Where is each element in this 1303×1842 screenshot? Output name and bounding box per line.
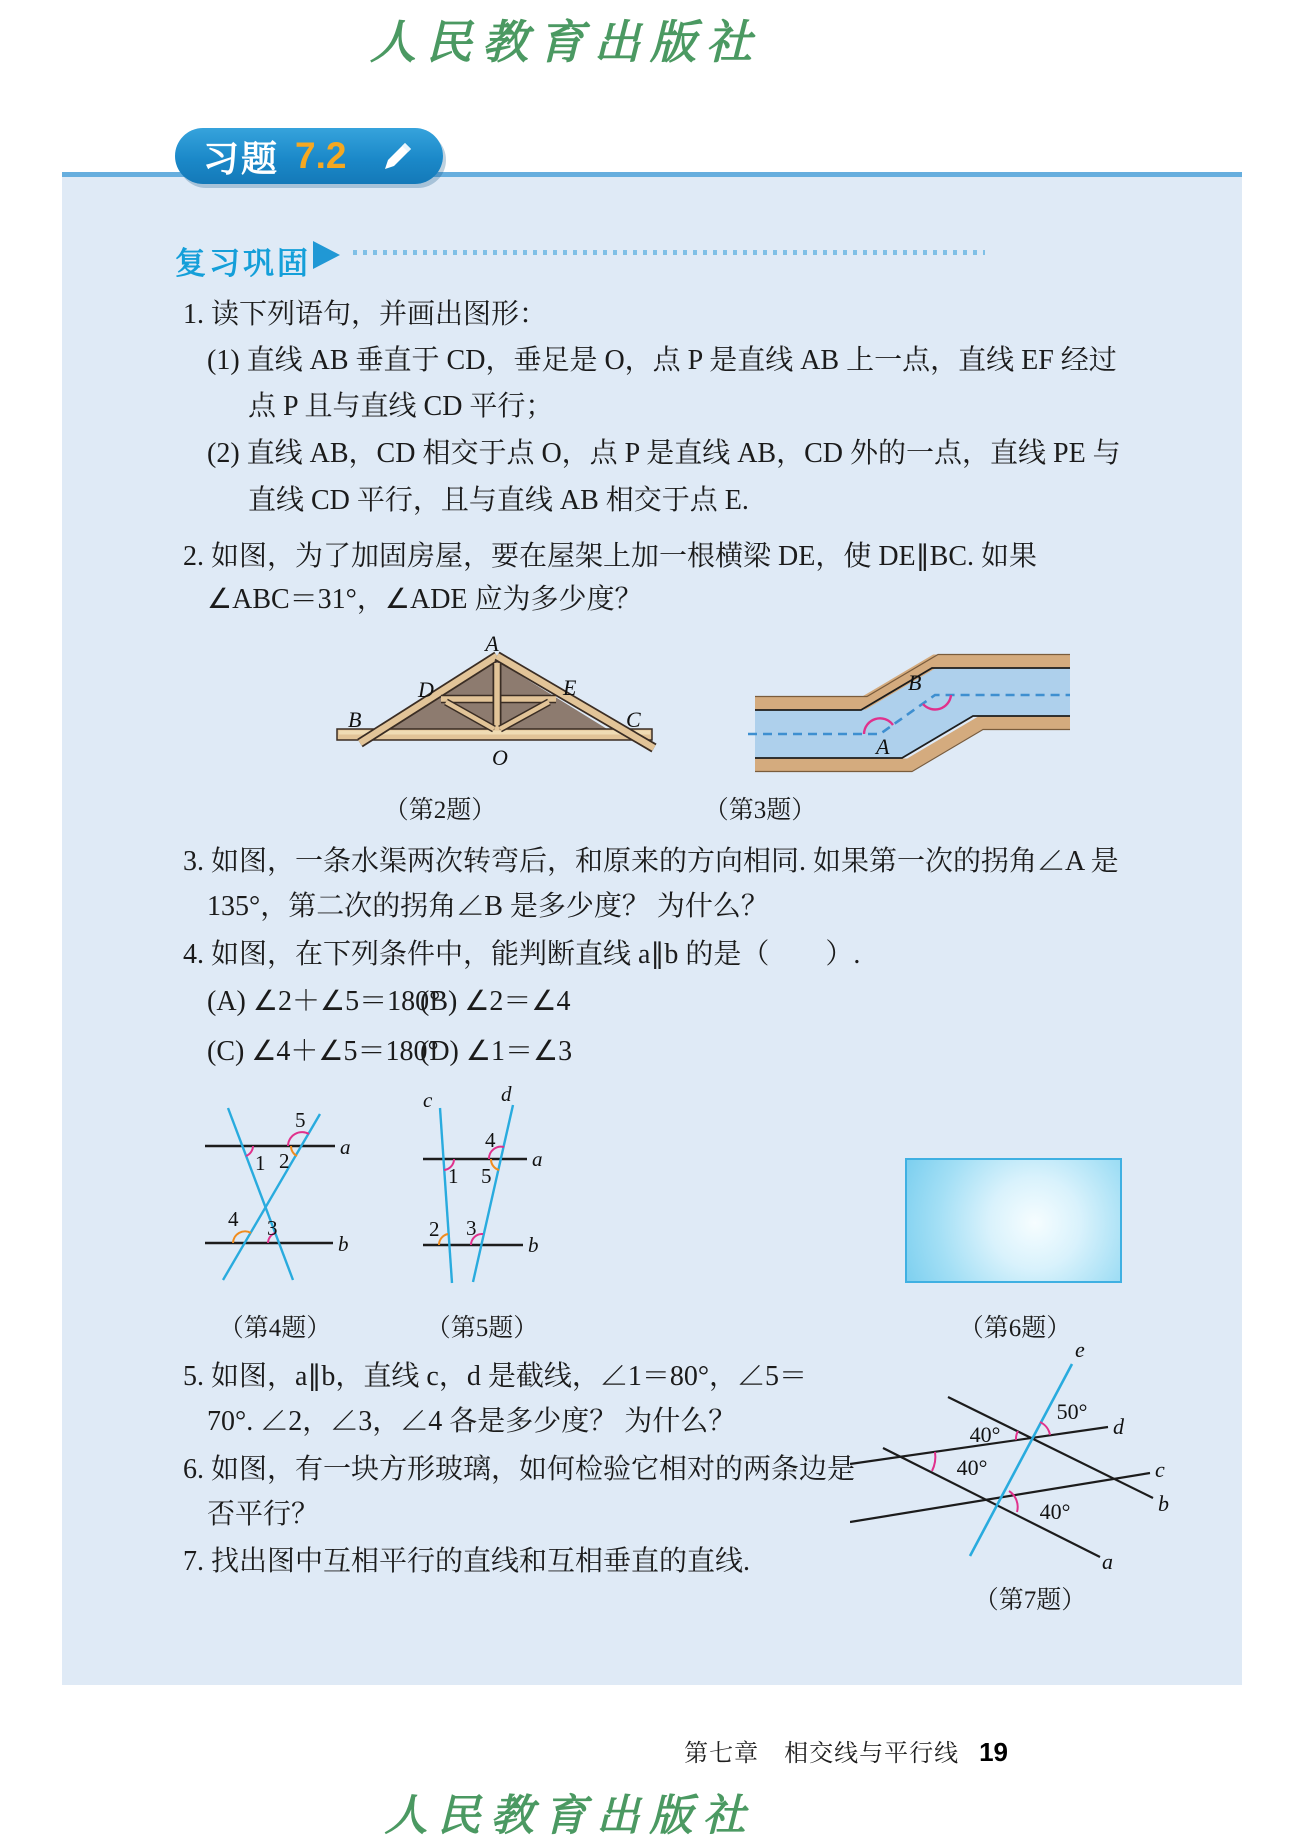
problem-4-option-a: (A) ∠2＋∠5＝180° bbox=[207, 986, 441, 1017]
label-line-a: a bbox=[340, 1135, 351, 1159]
problem-1-line-1: 1. 读下列语句，并画出图形： bbox=[183, 299, 548, 330]
publisher-watermark-top: 人民教育出版社 bbox=[370, 15, 762, 69]
problem-5-line-1: 5. 如图，a∥b，直线 c，d 是截线，∠1＝80°，∠5＝ bbox=[183, 1361, 808, 1392]
angle-4: 4 bbox=[485, 1128, 496, 1152]
angle-50: 50° bbox=[1056, 1399, 1088, 1424]
angle-5: 5 bbox=[295, 1108, 306, 1132]
label-line-e: e bbox=[1075, 1337, 1085, 1362]
label-line-a: a bbox=[1102, 1549, 1113, 1574]
problem-5-line-2: 70°. ∠2，∠3，∠4 各是多少度？ 为什么？ bbox=[207, 1406, 737, 1437]
problem-4-option-d: (D) ∠1＝∠3 bbox=[420, 1036, 573, 1067]
angle-3: 3 bbox=[267, 1216, 278, 1240]
label-line-d: d bbox=[501, 1085, 512, 1106]
fig7-lines bbox=[850, 1364, 1153, 1557]
label-B: B bbox=[348, 707, 362, 732]
problem-2-line-2: ∠ABC＝31°，∠ADE 应为多少度？ bbox=[207, 584, 643, 615]
chapter-title: 第七章 相交线与平行线 bbox=[684, 1741, 960, 1767]
problem-4-option-c: (C) ∠4＋∠5＝180° bbox=[207, 1036, 439, 1067]
figure-channel bbox=[640, 650, 1070, 795]
angle-40-upper: 40° bbox=[969, 1422, 1001, 1447]
page-footer bbox=[684, 1733, 1008, 1768]
truss-shapes bbox=[337, 656, 654, 748]
label-E: E bbox=[563, 675, 577, 700]
page-number: 19 bbox=[979, 1737, 1008, 1767]
label-C: C bbox=[626, 707, 641, 732]
label-line-c: c bbox=[1155, 1457, 1165, 1482]
problem-2-line-1: 2. 如图，为了加固房屋，要在屋架上加一根横梁 DE，使 DE∥BC. 如果 bbox=[183, 541, 1038, 572]
label-line-b: b bbox=[338, 1232, 349, 1256]
label-line-b: b bbox=[1158, 1491, 1169, 1516]
problem-7-line-1: 7. 找出图中互相平行的直线和互相垂直的直线. bbox=[183, 1546, 751, 1577]
dotted-leader bbox=[353, 250, 985, 255]
problem-4-option-b: (B) ∠2＝∠4 bbox=[420, 986, 571, 1017]
angle-1: 1 bbox=[448, 1164, 459, 1188]
glass-pane bbox=[905, 1158, 1122, 1283]
figure-7-caption: （第7题） bbox=[973, 1587, 1087, 1614]
figure-truss bbox=[300, 635, 690, 775]
angle-5: 5 bbox=[481, 1164, 492, 1188]
figure-4-caption: （第4题） bbox=[218, 1315, 332, 1342]
figure-problem-4 bbox=[195, 1085, 360, 1300]
problem-6-line-1: 6. 如图，有一块方形玻璃，如何检验它相对的两条边是 bbox=[183, 1454, 856, 1485]
figure-2-caption: （第2题） bbox=[383, 797, 497, 824]
figure-problem-5 bbox=[415, 1085, 575, 1300]
problem-4-diagram bbox=[195, 1085, 360, 1295]
angle-40-lower: 40° bbox=[1039, 1499, 1071, 1524]
problem-4-line-1: 4. 如图，在下列条件中，能判断直线 a∥b 的是（ ）. bbox=[183, 939, 861, 970]
exercise-badge bbox=[175, 128, 443, 184]
badge-label: 习题 bbox=[203, 137, 280, 179]
angle-1: 1 bbox=[255, 1151, 266, 1175]
label-line-d: d bbox=[1113, 1414, 1124, 1439]
arrow-right-icon bbox=[313, 241, 340, 269]
section-title: 复习巩固 bbox=[175, 246, 311, 281]
figure-3-caption: （第3题） bbox=[703, 797, 817, 824]
channel-diagram bbox=[640, 650, 1070, 790]
badge-number: 7.2 bbox=[295, 135, 347, 176]
label-A: A bbox=[876, 734, 890, 759]
fig5-lines bbox=[423, 1105, 527, 1283]
label-A: A bbox=[485, 635, 499, 656]
angle-4: 4 bbox=[228, 1207, 239, 1231]
fig4-labels bbox=[228, 1108, 351, 1256]
fig4-lines bbox=[205, 1108, 335, 1280]
label-line-b: b bbox=[528, 1233, 539, 1257]
problem-1-sub1-line-2: 点 P 且与直线 CD 平行； bbox=[248, 391, 554, 422]
angle-3: 3 bbox=[466, 1216, 477, 1240]
label-D: D bbox=[418, 677, 434, 702]
publisher-watermark-bottom: 人民教育出版社 bbox=[384, 1791, 756, 1841]
figure-5-caption: （第5题） bbox=[425, 1315, 539, 1342]
problem-1-sub1-line-1: (1) 直线 AB 垂直于 CD，垂足是 O，点 P 是直线 AB 上一点，直线 EF 经过 bbox=[207, 345, 1117, 376]
angle-2: 2 bbox=[279, 1149, 290, 1173]
problem-5-diagram bbox=[415, 1085, 575, 1295]
label-line-a: a bbox=[532, 1147, 543, 1171]
problem-3-line-2: 135°，第二次的拐角∠B 是多少度？ 为什么？ bbox=[207, 891, 769, 922]
angle-40-middle: 40° bbox=[956, 1455, 988, 1480]
label-B: B bbox=[908, 670, 922, 695]
problem-6-line-2: 否平行？ bbox=[207, 1499, 320, 1530]
angle-2: 2 bbox=[429, 1217, 440, 1241]
problem-3-line-1: 3. 如图，一条水渠两次转弯后，和原来的方向相同. 如果第一次的拐角∠A 是 bbox=[183, 846, 1119, 877]
pencil-icon bbox=[380, 138, 416, 174]
problem-1-sub2-line-1: (2) 直线 AB，CD 相交于点 O，点 P 是直线 AB，CD 外的一点，直线 PE 与 bbox=[207, 438, 1121, 469]
label-O: O bbox=[492, 745, 508, 770]
problem-1-sub2-line-2: 直线 CD 平行，且与直线 AB 相交于点 E. bbox=[248, 485, 749, 516]
figure-6-caption: （第6题） bbox=[958, 1315, 1072, 1342]
label-line-c: c bbox=[423, 1088, 433, 1112]
truss-diagram bbox=[300, 635, 690, 770]
